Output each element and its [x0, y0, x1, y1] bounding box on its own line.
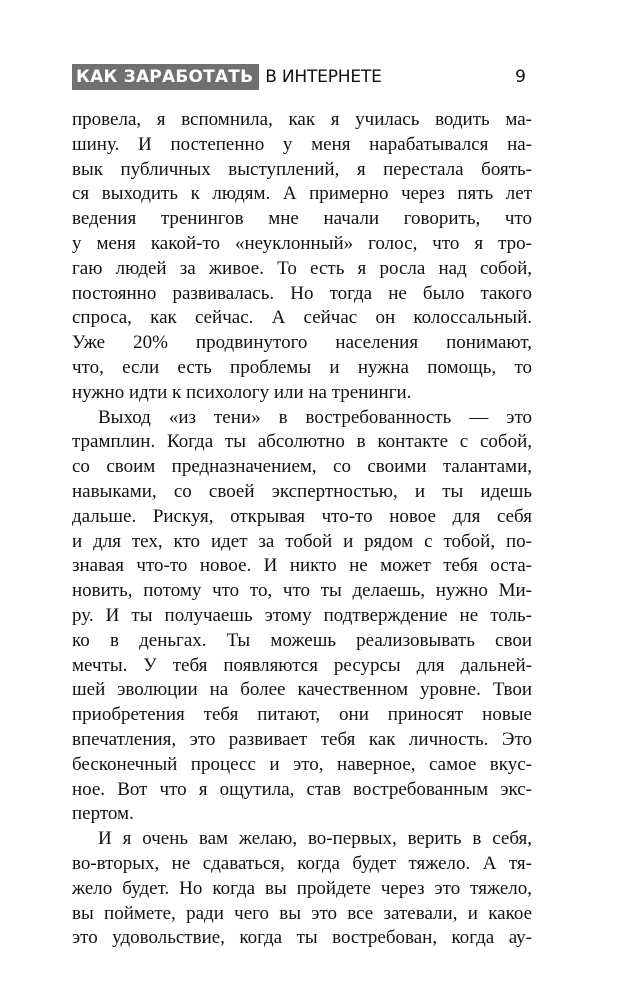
text-line: впечатления, это развивает тебя как личность. Это	[72, 728, 532, 750]
book-title	[72, 64, 382, 90]
text-line: бесконечный процесс и это, наверное, самое вкус-	[72, 753, 532, 775]
text-line: ко в деньгах. Ты можешь реализовывать свои	[72, 629, 532, 651]
text-line: трамплин. Когда ты абсолютно в контакте с собой,	[72, 431, 532, 453]
text-line: со своим предназначением, со своими талантами,	[72, 456, 532, 478]
text-line: во-вторых, не сдаваться, когда будет тяжело. А тя-	[72, 852, 532, 874]
text-line: и для тех, кто идет за тобой и рядом с тобой, по-	[72, 530, 532, 552]
page-number: 9	[515, 67, 526, 87]
text-line: навыками, со своей экспертностью, и ты идешь	[72, 480, 532, 502]
text-line: новить, потому что то, что ты делаешь, нужно Ми-	[72, 580, 532, 602]
text-line: жело будет. Но когда вы пройдете через это тяжело,	[72, 877, 532, 899]
text-line: ведения тренингов мне начали говорить, что	[72, 208, 532, 230]
text-line: Уже 20% продвинутого населения понимают,	[72, 332, 532, 354]
text-line: гаю людей за живое. То есть я росла над собой,	[72, 257, 532, 279]
text-line: дальше. Рискуя, открывая что-то новое для себя	[72, 505, 532, 527]
text-line: спроса, как сейчас. А сейчас он колоссальный.	[72, 307, 532, 329]
text-line: знавая что-то новое. И никто не может тебя оста-	[72, 555, 532, 577]
text-line: пертом.	[72, 803, 134, 825]
body-text	[72, 108, 532, 951]
text-line: ся выходить к людям. А примерно через пять лет	[72, 183, 532, 205]
text-line: приобретения тебя питают, они приносят новые	[72, 704, 532, 726]
text-line: у меня какой-то «неуклонный» голос, что я тро-	[72, 232, 532, 254]
text-line: это удовольствие, когда ты востребован, когда ау-	[72, 927, 532, 949]
text-line: мечты. У тебя появляются ресурсы для дальней-	[72, 654, 532, 676]
text-line: что, если есть проблемы и нужна помощь, то	[72, 356, 532, 378]
text-line: нужно идти к психологу или на тренинги.	[72, 381, 412, 403]
paragraph-1	[72, 108, 532, 406]
text-line: вы поймете, ради чего вы это все затевали, и какое	[72, 902, 532, 924]
paragraph-3	[72, 827, 532, 951]
text-line: ное. Вот что я ощутила, став востребованным экс-	[72, 778, 532, 800]
running-header	[72, 64, 530, 90]
text-line: провела, я вспомнила, как я училась водить ма-	[72, 109, 532, 130]
book-title-highlight: КАК ЗАРАБОТАТЬ	[72, 64, 259, 90]
book-title-rest: В ИНТЕРНЕТЕ	[265, 67, 382, 87]
text-line: постоянно развивалась. Но тогда не было такого	[72, 282, 532, 304]
text-line: ру. И ты получаешь этому подтверждение не толь-	[72, 604, 532, 626]
text-line: шей эволюции на более качественном уровне. Твои	[72, 679, 532, 701]
text-line: шину. И постепенно у меня нарабатывался на-	[72, 133, 532, 155]
text-line: И я очень вам желаю, во-первых, верить в себя,	[98, 828, 532, 850]
text-line: вык публичных выступлений, я перестала боять-	[72, 158, 532, 180]
text-line: Выход «из тени» в востребованность — это	[98, 406, 532, 428]
paragraph-2	[72, 406, 532, 828]
